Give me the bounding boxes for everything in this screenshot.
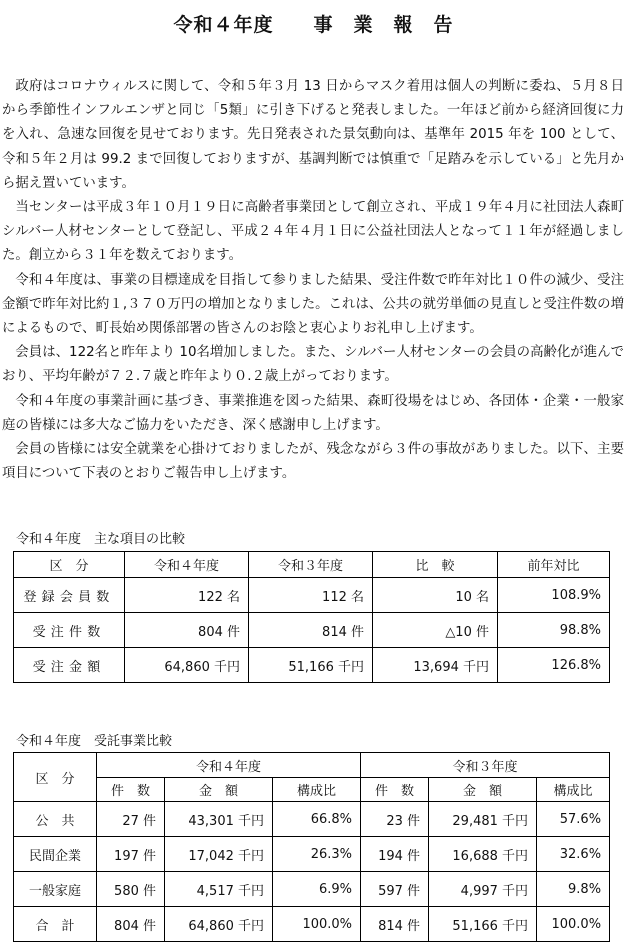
table-cell: 112 名 <box>249 578 373 613</box>
column-header: 区 分 <box>14 753 97 802</box>
table-cell: 23 件 <box>361 802 429 837</box>
table-cell: 804 件 <box>97 907 165 942</box>
table-cell: 13,694 千円 <box>373 648 498 683</box>
table2-caption: 令和４年度 受託事業比較 <box>16 734 173 749</box>
column-header: 金 額 <box>165 778 273 802</box>
page-title: 令和４年度 事 業 報 告 <box>173 14 454 36</box>
table-cell: 100.0% <box>273 907 361 942</box>
table-cell: 126.8% <box>498 648 610 683</box>
table-cell: 814 件 <box>249 613 373 648</box>
table-cell: 51,166 千円 <box>249 648 373 683</box>
table-cell: 4,997 千円 <box>429 872 537 907</box>
row-label: 一般家庭 <box>14 872 97 907</box>
comparison-table <box>13 551 610 683</box>
table-row <box>14 648 610 683</box>
paragraph: 令和４年度の事業計画に基づき、事業推進を図った結果、森町役場をはじめ、各団体・企業・一般家庭の皆様には多大なご協力をいただき、深く感謝申し上げます。 <box>2 393 624 433</box>
column-header: 件 数 <box>361 778 429 802</box>
column-header: 構成比 <box>273 778 361 802</box>
paragraph: 政府はコロナウィルスに関して、令和５年３月 13 日からマスク着用は個人の判断に委ね、５月８日から季節性インフルエンザと同じ「5類」に引き下げると発表しました。一年ほど前から経済回復に力を入れ、急速な回復を見せております。先日発表された景気動向は、基準年 2015 年を 100 として、令和５年２月は 99.2 まで回復しておりますが、基調判断では慎重で「足踏みを示している」と先月から据え置いています。 <box>2 79 624 191</box>
row-label: 受注金額 <box>14 648 125 683</box>
row-label: 民間企業 <box>14 837 97 872</box>
table-cell: 9.8% <box>537 872 610 907</box>
table-header-row <box>14 753 610 778</box>
table-cell: 197 件 <box>97 837 165 872</box>
table-cell: 100.0% <box>537 907 610 942</box>
contract-comparison-table <box>13 752 610 942</box>
table-cell: 16,688 千円 <box>429 837 537 872</box>
table-cell: 580 件 <box>97 872 165 907</box>
row-label: 合 計 <box>14 907 97 942</box>
paragraph: 会員は、122名と昨年より 10名増加しました。また、シルバー人材センターの会員の高齢化が進んでおり、平均年齢が７２.７歳と昨年より０.２歳上がっております。 <box>2 345 624 385</box>
column-header: 構成比 <box>537 778 610 802</box>
group-header: 令和３年度 <box>361 753 610 778</box>
group-header: 令和４年度 <box>97 753 361 778</box>
table-cell: 64,860 千円 <box>125 648 249 683</box>
table-cell: 27 件 <box>97 802 165 837</box>
paragraph: 会員の皆様には安全就業を心掛けておりましたが、残念ながら３件の事故がありました。以下、主要項目について下表のとおりご報告申し上げます。 <box>2 442 624 482</box>
column-header: 令和３年度 <box>249 552 373 578</box>
column-header: 区 分 <box>14 552 125 578</box>
table-cell: 6.9% <box>273 872 361 907</box>
row-label: 登録会員数 <box>14 578 125 613</box>
table-cell: 51,166 千円 <box>429 907 537 942</box>
report-body <box>2 75 624 486</box>
table-cell: 17,042 千円 <box>165 837 273 872</box>
table-cell: 814 件 <box>361 907 429 942</box>
table-cell: 108.9% <box>498 578 610 613</box>
table-cell: 32.6% <box>537 837 610 872</box>
table-row <box>14 872 610 907</box>
table-cell: △10 件 <box>373 613 498 648</box>
table-row <box>14 613 610 648</box>
table-cell: 98.8% <box>498 613 610 648</box>
table-subheader-row <box>14 778 610 802</box>
table-row <box>14 578 610 613</box>
table-row <box>14 837 610 872</box>
table-cell: 804 件 <box>125 613 249 648</box>
table-cell: 597 件 <box>361 872 429 907</box>
table-total-row <box>14 907 610 942</box>
table-cell: 43,301 千円 <box>165 802 273 837</box>
table-cell: 57.6% <box>537 802 610 837</box>
table-header-row <box>14 552 610 578</box>
table-cell: 64,860 千円 <box>165 907 273 942</box>
column-header: 令和４年度 <box>125 552 249 578</box>
table-row <box>14 802 610 837</box>
table-cell: 10 名 <box>373 578 498 613</box>
paragraph: 当センターは平成３年１０月１９日に高齢者事業団として創立され、平成１９年４月に社団法人森町シルバー人材センターとして登記し、平成２４年４月１日に公益社団法人となって１１年が経過しました。創立から３１年を数えております。 <box>2 200 624 264</box>
table-cell: 122 名 <box>125 578 249 613</box>
table1-caption: 令和４年度 主な項目の比較 <box>16 532 186 547</box>
column-header: 件 数 <box>97 778 165 802</box>
column-header: 比 較 <box>373 552 498 578</box>
column-header: 前年対比 <box>498 552 610 578</box>
table-cell: 66.8% <box>273 802 361 837</box>
table-cell: 194 件 <box>361 837 429 872</box>
row-label: 公 共 <box>14 802 97 837</box>
table-cell: 26.3% <box>273 837 361 872</box>
row-label: 受注件数 <box>14 613 125 648</box>
table-cell: 4,517 千円 <box>165 872 273 907</box>
column-header: 金 額 <box>429 778 537 802</box>
paragraph: 令和４年度は、事業の目標達成を目指して参りました結果、受注件数で昨年対比１０件の減少、受注金額で昨年対比約１,３７０万円の増加となりました。これは、公共の就労単価の見直しと受注件数の増によるもので、町長始め関係部署の皆さんのお陰と衷心よりお礼申し上げます。 <box>2 272 624 337</box>
table-cell: 29,481 千円 <box>429 802 537 837</box>
